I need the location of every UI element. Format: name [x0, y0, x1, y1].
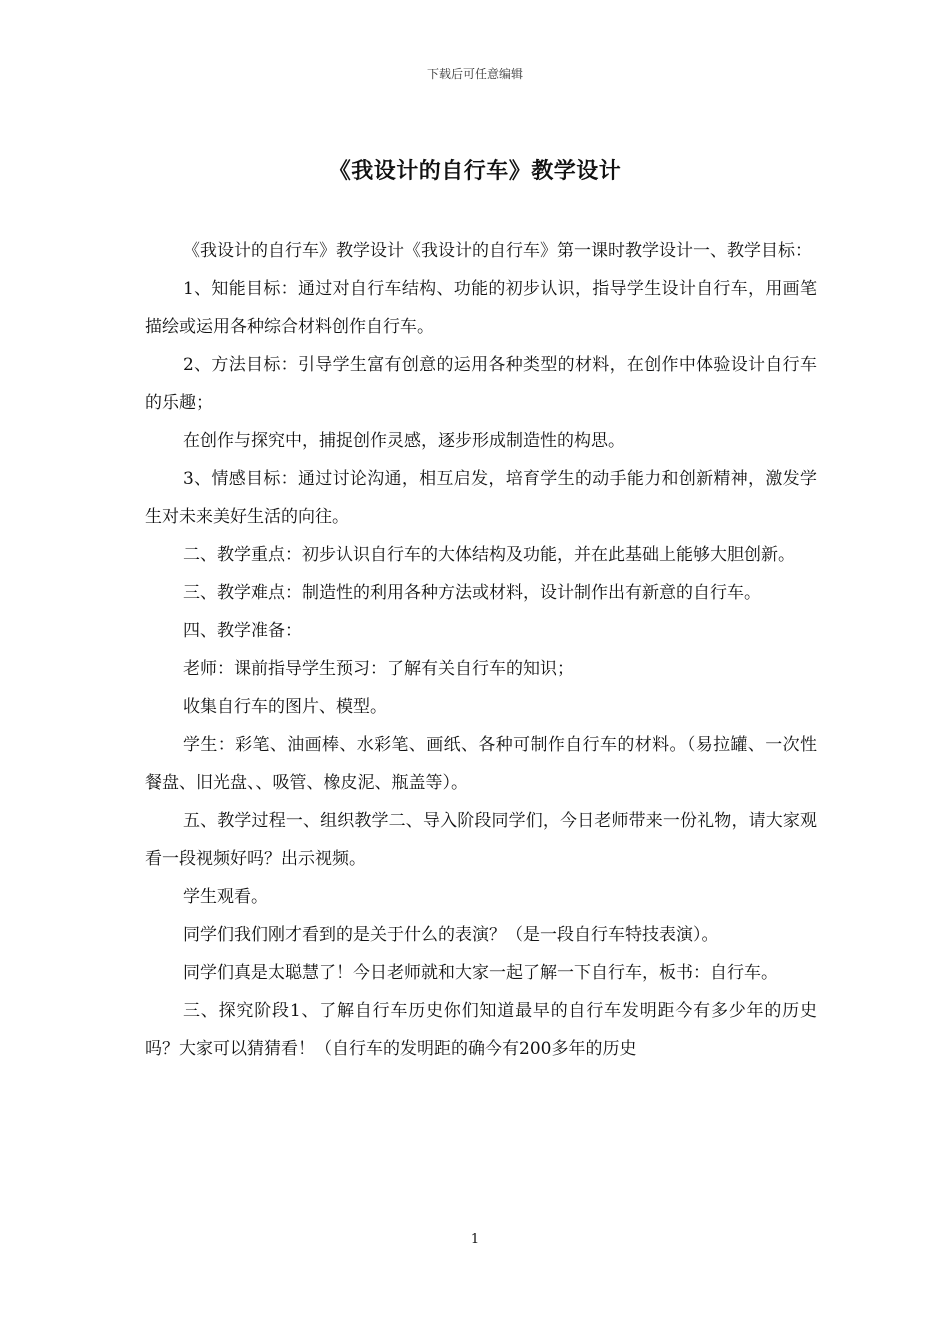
paragraph: 收集自行车的图片、模型。: [183, 697, 387, 717]
document-title: 《我设计的自行车》教学设计: [328, 158, 622, 184]
paragraph: 在创作与探究中，捕捉创作灵感，逐步形成制造性的构思。: [183, 431, 625, 451]
paragraph: 同学们真是太聪慧了！今日老师就和大家一起了解一下自行车，板书：自行车。: [183, 963, 778, 983]
paragraph: 《我设计的自行车》教学设计《我设计的自行车》第一课时教学设计一、教学目标：: [183, 241, 812, 261]
page-header: 下载后可任意编辑: [426, 67, 523, 81]
paragraph: 四、教学准备：: [183, 621, 302, 641]
paragraph: 学生：彩笔、油画棒、水彩笔、画纸、各种可制作自行车的材料。（易拉罐、一次性餐盘、旧光盘、、吸管、橡皮泥、瓶盖等）。: [145, 735, 817, 793]
paragraph: 三、教学难点：制造性的利用各种方法或材料，设计制作出有新意的自行车。: [183, 583, 761, 603]
paragraph: 学生观看。: [183, 887, 268, 907]
paragraph: 同学们我们刚才看到的是关于什么的表演？（是一段自行车特技表演）。: [183, 925, 719, 945]
paragraph: 三、探究阶段1、了解自行车历史你们知道最早的自行车发明距今有多少年的历史吗？大家可以猜猜看！（自行车的发明距的确今有200多年的历史: [145, 1001, 817, 1059]
document-body: [145, 232, 817, 1068]
paragraph: 3、情感目标：通过讨论沟通，相互启发，培育学生的动手能力和创新精神，激发学生对未来美好生活的向往。: [145, 469, 817, 527]
paragraph: 2、方法目标：引导学生富有创意的运用各种类型的材料，在创作中体验设计自行车的乐趣；: [145, 355, 817, 413]
page-number: 1: [470, 1232, 480, 1247]
paragraph: 五、教学过程一、组织教学二、导入阶段同学们，今日老师带来一份礼物，请大家观看一段视频好吗？出示视频。: [145, 811, 817, 869]
paragraph: 1、知能目标：通过对自行车结构、功能的初步认识，指导学生设计自行车，用画笔描绘或运用各种综合材料创作自行车。: [145, 279, 817, 337]
paragraph: 二、教学重点：初步认识自行车的大体结构及功能，并在此基础上能够大胆创新。: [183, 545, 795, 565]
paragraph: 老师：课前指导学生预习：了解有关自行车的知识；: [183, 659, 574, 679]
